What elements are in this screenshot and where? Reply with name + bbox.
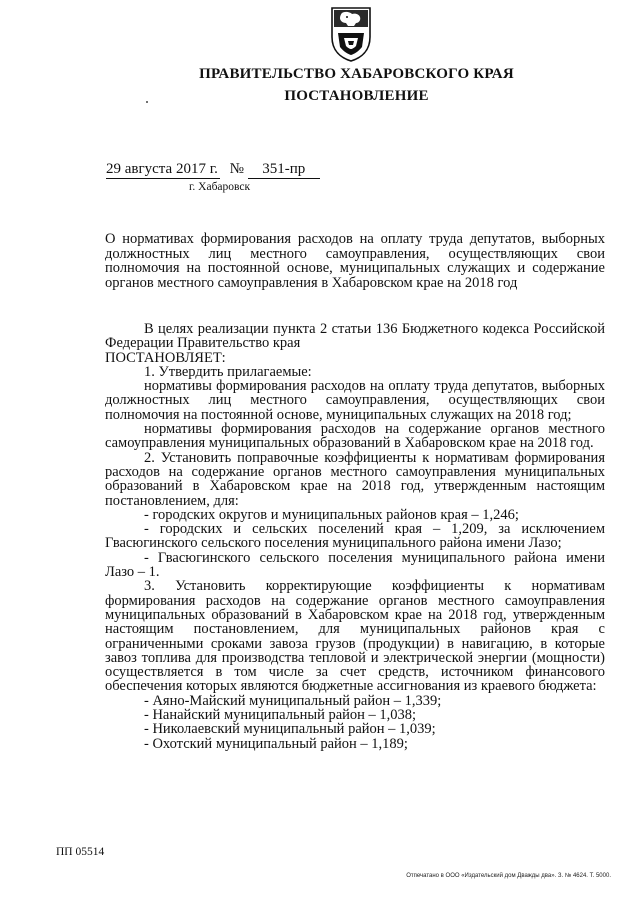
clause-2-item-3: - Гвасюгинского сельского поселения муниципального района имени Лазо – 1.	[105, 549, 605, 581]
clause-3-item-2: - Нанайский муниципальный район – 1,038;	[144, 707, 417, 724]
clause-2: 2. Установить поправочные коэффициенты к нормативам формирования расходов на содержание органов местного самоуправления муниципальных образований в Хабаровском крае на 2018 год, утвержденным настоящим постановлением, для:	[105, 449, 605, 509]
clause-3: 3. Установить корректирующие коэффициенты к нормативам формирования расходов на содержание органов местного самоуправления муниципальных образований в Хабаровском крае на 2018 год, утвержденным настоящим постановлением, для муниципальных районов края с ограниченными сроками завоза грузов (продукции) в навигацию, в которые завоз топлива для производства тепловой и электрической энергии (мощности) осуществляется в том числе за счет средств, источником финансового обеспечения которых являются бюджетные ассигнования из краевого бюджета:	[105, 578, 605, 695]
resolves-heading: ПОСТАНОВЛЯЕТ:	[105, 349, 226, 366]
date-number-row	[106, 161, 320, 179]
number-label: №	[229, 161, 244, 177]
clause-1-item-2: нормативы формирования расходов на содержание органов местного самоуправления муниципальных образований в Хабаровском крае на 2018 год.	[105, 421, 605, 452]
city-name: г. Хабаровск	[189, 181, 251, 193]
preamble-paragraph: В целях реализации пункта 2 статьи 136 Бюджетного кодекса Российской Федерации Правительство края	[105, 321, 605, 352]
clause-2-item-1: - городских округов и муниципальных районов края – 1,246;	[144, 506, 519, 523]
coat-of-arms-emblem-icon	[328, 5, 374, 63]
clause-3-item-3: - Николаевский муниципальный район – 1,039;	[144, 721, 436, 738]
title-text: О нормативах формирования расходов на оплату труда депутатов, выборных должностных лиц местного самоуправления, осуществляющих свои полномочия на постоянной основе, муниципальных служащих и содержание органов местного самоуправления в Хабаровском крае на 2018 год	[105, 231, 605, 291]
decree-date: 29 августа 2017 г.	[106, 161, 218, 177]
document-type: ПОСТАНОВЛЕНИЕ	[284, 88, 429, 104]
document-body	[105, 322, 605, 751]
document-code: ПП 05514	[56, 846, 105, 858]
clause-3-item-1: - Аяно-Майский муниципальный район – 1,339;	[144, 692, 442, 709]
clause-3-item-4: - Охотский муниципальный район – 1,189;	[144, 735, 408, 752]
printer-imprint: Отпечатано в ООО «Издательский дом Дважды два». З. № 4624. Т. 5000.	[406, 873, 611, 879]
clause-1-item-1: нормативы формирования расходов на оплату труда депутатов, выборных должностных лиц местного самоуправления, осуществляющих свои полномочия на постоянной основе, муниципальных служащих на 2018 год;	[105, 378, 605, 423]
scan-speck	[146, 101, 148, 103]
document-title	[105, 232, 605, 290]
clause-1: 1. Утвердить прилагаемые:	[144, 363, 312, 380]
clause-2-item-2: - городских и сельских поселений края – 1,209, за исключением Гвасюгинского сельского поселения муниципального района имени Лазо;	[105, 521, 605, 552]
decree-number: 351-пр	[248, 161, 320, 179]
government-name: ПРАВИТЕЛЬСТВО ХАБАРОВСКОГО КРАЯ	[199, 66, 514, 82]
